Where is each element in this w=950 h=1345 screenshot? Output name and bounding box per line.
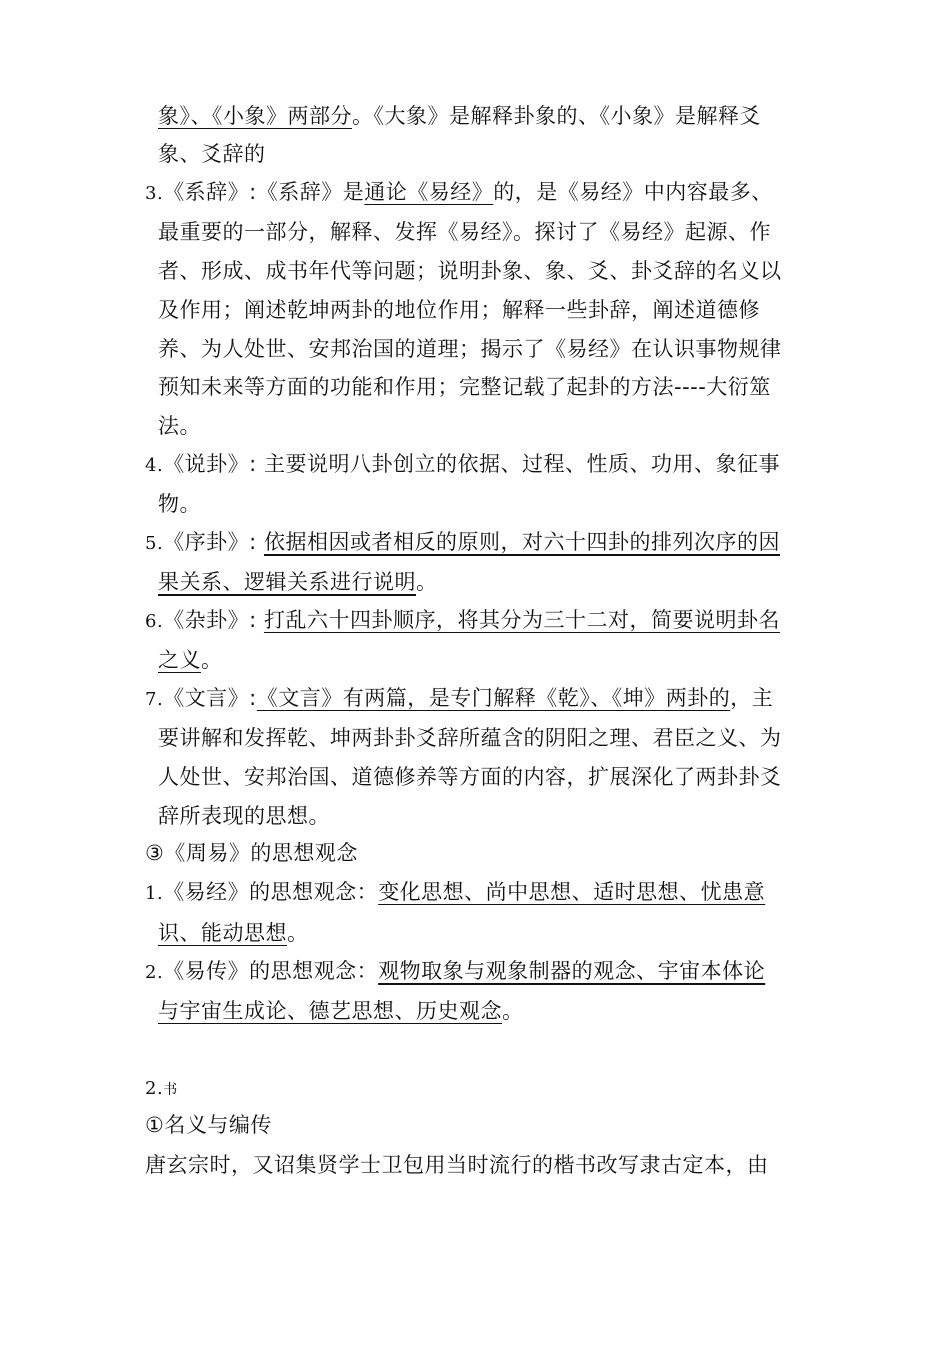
text-line (158, 797, 818, 836)
list-item-yizhuan-ideas (145, 952, 805, 991)
line-text: 养、为人处世、安邦治国的道理；揭示了《易经》在认识事物规律 (158, 337, 782, 361)
list-number: 7. (145, 689, 164, 710)
underlined-text: 之义 (158, 648, 201, 672)
underlined-text: 变化思想、尚中思想、适时思想、忧患意 (378, 880, 766, 904)
text-line (158, 135, 818, 174)
line-text: 象、爻辞的 (158, 142, 266, 166)
line-text: 者、形成、成书年代等问题；说明卦象、象、爻、卦爻辞的名义以 (158, 259, 782, 283)
line-text: 。《大象》是解释卦象的、《小象》是解释爻 (352, 104, 761, 128)
line-text: 法。 (158, 414, 201, 438)
text-line (158, 407, 818, 446)
line-text: 。 (502, 999, 524, 1023)
section-heading (145, 834, 805, 873)
heading-text: ③《周易》的思想观念 (145, 841, 358, 865)
text-line (158, 291, 818, 330)
line-text: 最重要的一部分，解释、发挥《易经》。探讨了《易经》起源、作 (158, 220, 771, 244)
line-text: 。 (201, 648, 223, 672)
line-text: 及作用；阐述乾坤两卦的地位作用；解释一些卦辞，阐述道德修 (158, 298, 760, 322)
line-text: 辞所表现的思想。 (158, 804, 330, 828)
subsection-heading (145, 1106, 805, 1145)
heading-text: ①名义与编传 (145, 1113, 272, 1137)
underlined-text: 识、能动思想 (158, 921, 287, 945)
list-item-xici (145, 173, 805, 212)
list-number: 2. (145, 962, 164, 983)
line-text: 预知未来等方面的功能和作用；完整记载了起卦的方法----大衍筮 (158, 375, 771, 399)
text-line (158, 719, 818, 758)
underlined-text: 观物取象与观象制器的观念、宇宙本体论 (378, 959, 766, 983)
list-item-zagua (145, 601, 805, 640)
line-text: 。 (416, 570, 438, 594)
text-line (158, 485, 818, 524)
underlined-text: 打乱六十四卦顺序，将其分为三十二对，简要说明卦名 (263, 608, 780, 632)
text-line (158, 914, 818, 953)
item-title: 《说卦》: (163, 452, 264, 476)
line-text: 物。 (158, 492, 201, 516)
line-text: 要讲解和发挥乾、坤两卦卦爻辞所蕴含的阴阳之理、君臣之义、为 (158, 726, 782, 750)
line-text: 唐玄宗时，又诏集贤学士卫包用当时流行的楷书改写隶古定本，由 (145, 1153, 769, 1177)
list-number: 2. (145, 1078, 164, 1099)
text-line (158, 97, 818, 136)
item-title: 《文言》: (163, 686, 257, 710)
list-number: 5. (145, 533, 164, 554)
underlined-text: 通论《易经》 (364, 180, 494, 204)
item-title: 《易传》的思想观念： (163, 959, 379, 983)
underlined-text: 依据相因或者相反的原则，对六十四卦的排列次序的因 (263, 530, 780, 554)
list-number: 1. (145, 883, 164, 904)
text-line (158, 252, 818, 291)
text-line (158, 641, 818, 680)
item-title: 《序卦》: (163, 530, 264, 554)
text-line (158, 330, 818, 369)
section-heading-shu (145, 1068, 805, 1107)
list-item-shuogua (145, 445, 805, 484)
text-line (158, 758, 818, 797)
underlined-text: 象》、《小象》两部分 (158, 104, 352, 128)
line-text: 的，是《易经》中内容最多、 (493, 180, 773, 204)
list-item-xugua (145, 523, 805, 562)
list-item-wenyan (145, 679, 805, 718)
text-line (158, 368, 818, 407)
list-number: 4. (145, 455, 164, 476)
item-title: 《系辞》:《系辞》是 (163, 180, 365, 204)
text-line (145, 1146, 805, 1185)
line-text: 主要说明八卦创立的依据、过程、性质、功用、象征事 (263, 452, 780, 476)
underlined-text: 与宇宙生成论、德艺思想、历史观念 (158, 999, 502, 1023)
line-text: 人处世、安邦治国、道德修养等方面的内容，扩展深化了两卦卦爻 (158, 765, 782, 789)
text-line (158, 992, 818, 1031)
list-item-yijing-ideas (145, 873, 805, 912)
item-title: 《杂卦》: (163, 608, 264, 632)
item-title: 《易经》的思想观念： (163, 880, 379, 904)
list-number: 3. (145, 183, 164, 204)
heading-text: 书 (163, 1082, 178, 1098)
underlined-text: 《文言》有两篇，是专门解释《乾》、《坤》两卦的 (256, 686, 731, 710)
text-line (158, 213, 818, 252)
text-line (158, 563, 818, 602)
line-text: 。 (287, 921, 309, 945)
line-text: ，主 (730, 686, 774, 710)
list-number: 6. (145, 611, 164, 632)
underlined-text: 果关系、逻辑关系进行说明 (158, 570, 416, 594)
